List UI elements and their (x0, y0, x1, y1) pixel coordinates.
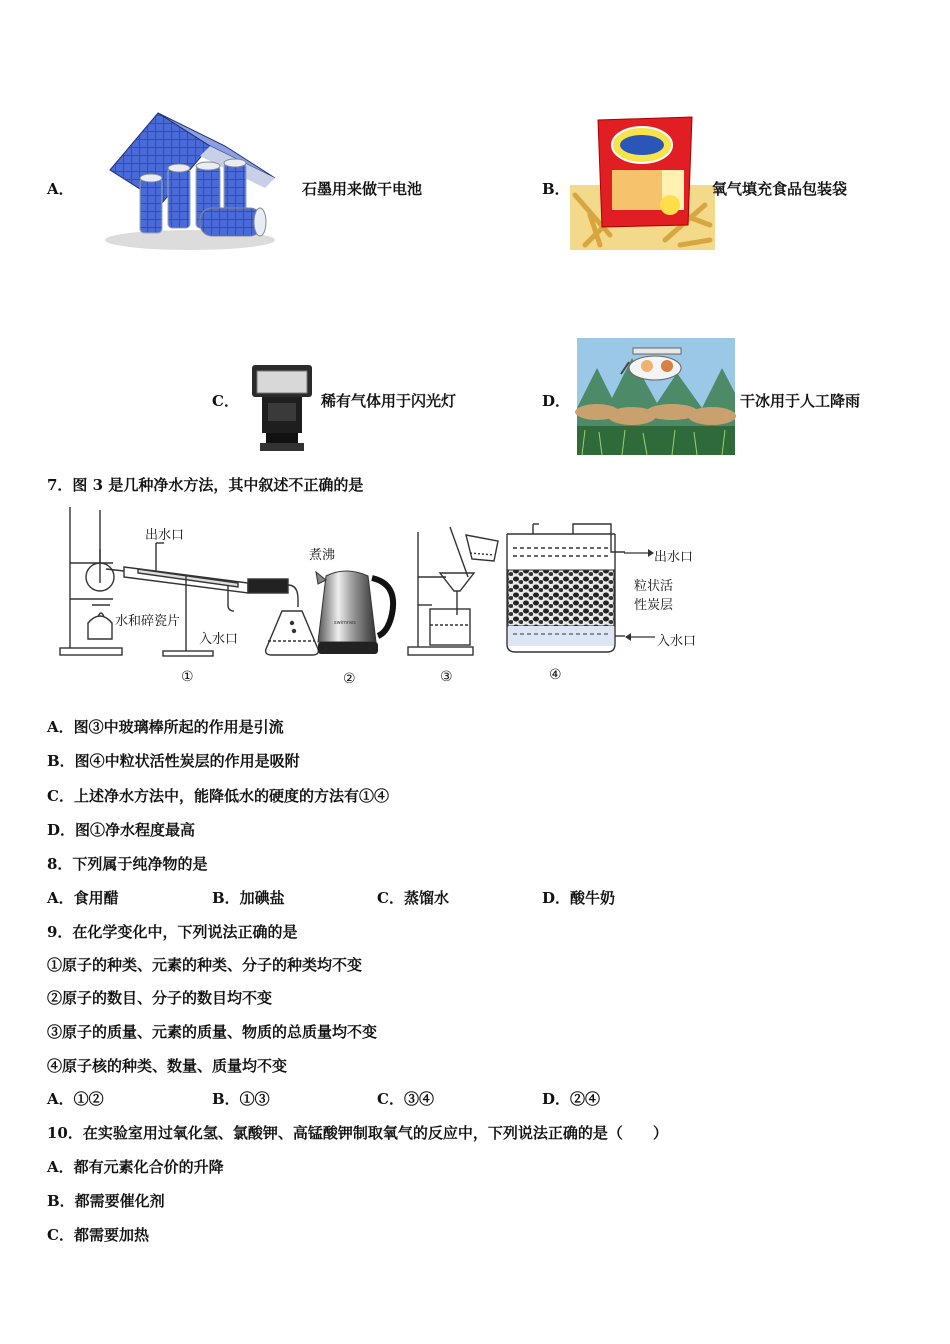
q9-statement-4: ④原子核的种类、数量、质量均不变 (47, 1057, 288, 1075)
distillation-apparatus (58, 505, 318, 660)
option-text: 干冰用于人工降雨 (740, 392, 861, 410)
q8-option-a: A．食用醋 (47, 889, 119, 907)
q8-option-b: B．加碘盐 (212, 889, 285, 907)
label-outlet-1: 出水口 (145, 528, 185, 543)
arrow-out-icon (624, 548, 654, 558)
q9-statement-1: ①原子的种类、元素的种类、分子的种类均不变 (47, 956, 363, 974)
label-inlet-4: 入水口 (657, 634, 697, 649)
question-8-stem: 8．下列属于纯净物的是 (47, 855, 208, 873)
question-9-stem: 9．在化学变化中，下列说法正确的是 (47, 923, 298, 941)
q10-option-b: B．都需要催化剂 (47, 1192, 165, 1210)
q7-option-a: A．图③中玻璃棒所起的作用是引流 (47, 718, 284, 736)
kettle-brand: swimnes (334, 620, 356, 626)
option-text: 稀有气体用于闪光灯 (321, 392, 457, 410)
option-letter: D． (542, 392, 571, 410)
figure-number-1: ① (181, 669, 194, 685)
label-boil: 煮沸 (309, 548, 336, 563)
q10-option-c: C．都需要加热 (47, 1226, 149, 1244)
q7-option-c: C．上述净水方法中，能降低水的硬度的方法有①④ (47, 787, 389, 805)
snack-bag-image (570, 115, 715, 250)
question-7-stem: 7．图 3 是几种净水方法，其中叙述不正确的是 (47, 476, 364, 494)
option-text: 石墨用来做干电池 (302, 180, 423, 198)
electric-kettle (312, 562, 402, 662)
camera-flash-image (246, 363, 318, 455)
q10-option-a: A．都有元素化合价的升降 (47, 1158, 224, 1176)
option-text: 氧气填充食品包装袋 (712, 180, 848, 198)
question-10-stem: 10．在实验室用过氧化氢、氯酸钾、高锰酸钾制取氧气的反应中，下列说法正确的是（ ） (47, 1124, 668, 1142)
figure-number-4: ④ (549, 667, 562, 683)
q9-statement-2: ②原子的数目、分子的数目均不变 (47, 989, 273, 1007)
carbon-filter-apparatus (503, 520, 628, 655)
q8-option-c: C．蒸馏水 (377, 889, 449, 907)
filtration-apparatus (408, 527, 503, 657)
q9-option-d: D．②④ (542, 1090, 601, 1108)
option-letter: A． (47, 180, 74, 198)
q9-statement-3: ③原子的质量、元素的质量、物质的总质量均不变 (47, 1023, 378, 1041)
cartoon-airplane-clouds-image (577, 338, 735, 455)
q8-option-d: D．酸牛奶 (542, 889, 616, 907)
label-water-chips: 水和碎瓷片 (115, 614, 181, 629)
option-letter: B． (542, 180, 570, 198)
label-carbon-line-2: 性炭层 (634, 598, 674, 613)
q9-option-c: C．③④ (377, 1090, 434, 1108)
option-letter: C． (212, 392, 239, 410)
q7-option-b: B．图④中粒状活性炭层的作用是吸附 (47, 752, 300, 770)
figure-number-2: ② (343, 671, 356, 687)
arrow-in-icon (625, 632, 655, 642)
label-carbon-line-1: 粒状活 (634, 579, 674, 594)
figure-number-3: ③ (440, 669, 453, 685)
solar-panel-house-image (100, 108, 280, 253)
q9-option-a: A．①② (47, 1090, 104, 1108)
label-outlet-4: 出水口 (654, 550, 694, 565)
q9-option-b: B．①③ (212, 1090, 270, 1108)
label-inlet-1: 入水口 (199, 632, 239, 647)
q7-option-d: D．图①净水程度最高 (47, 821, 196, 839)
